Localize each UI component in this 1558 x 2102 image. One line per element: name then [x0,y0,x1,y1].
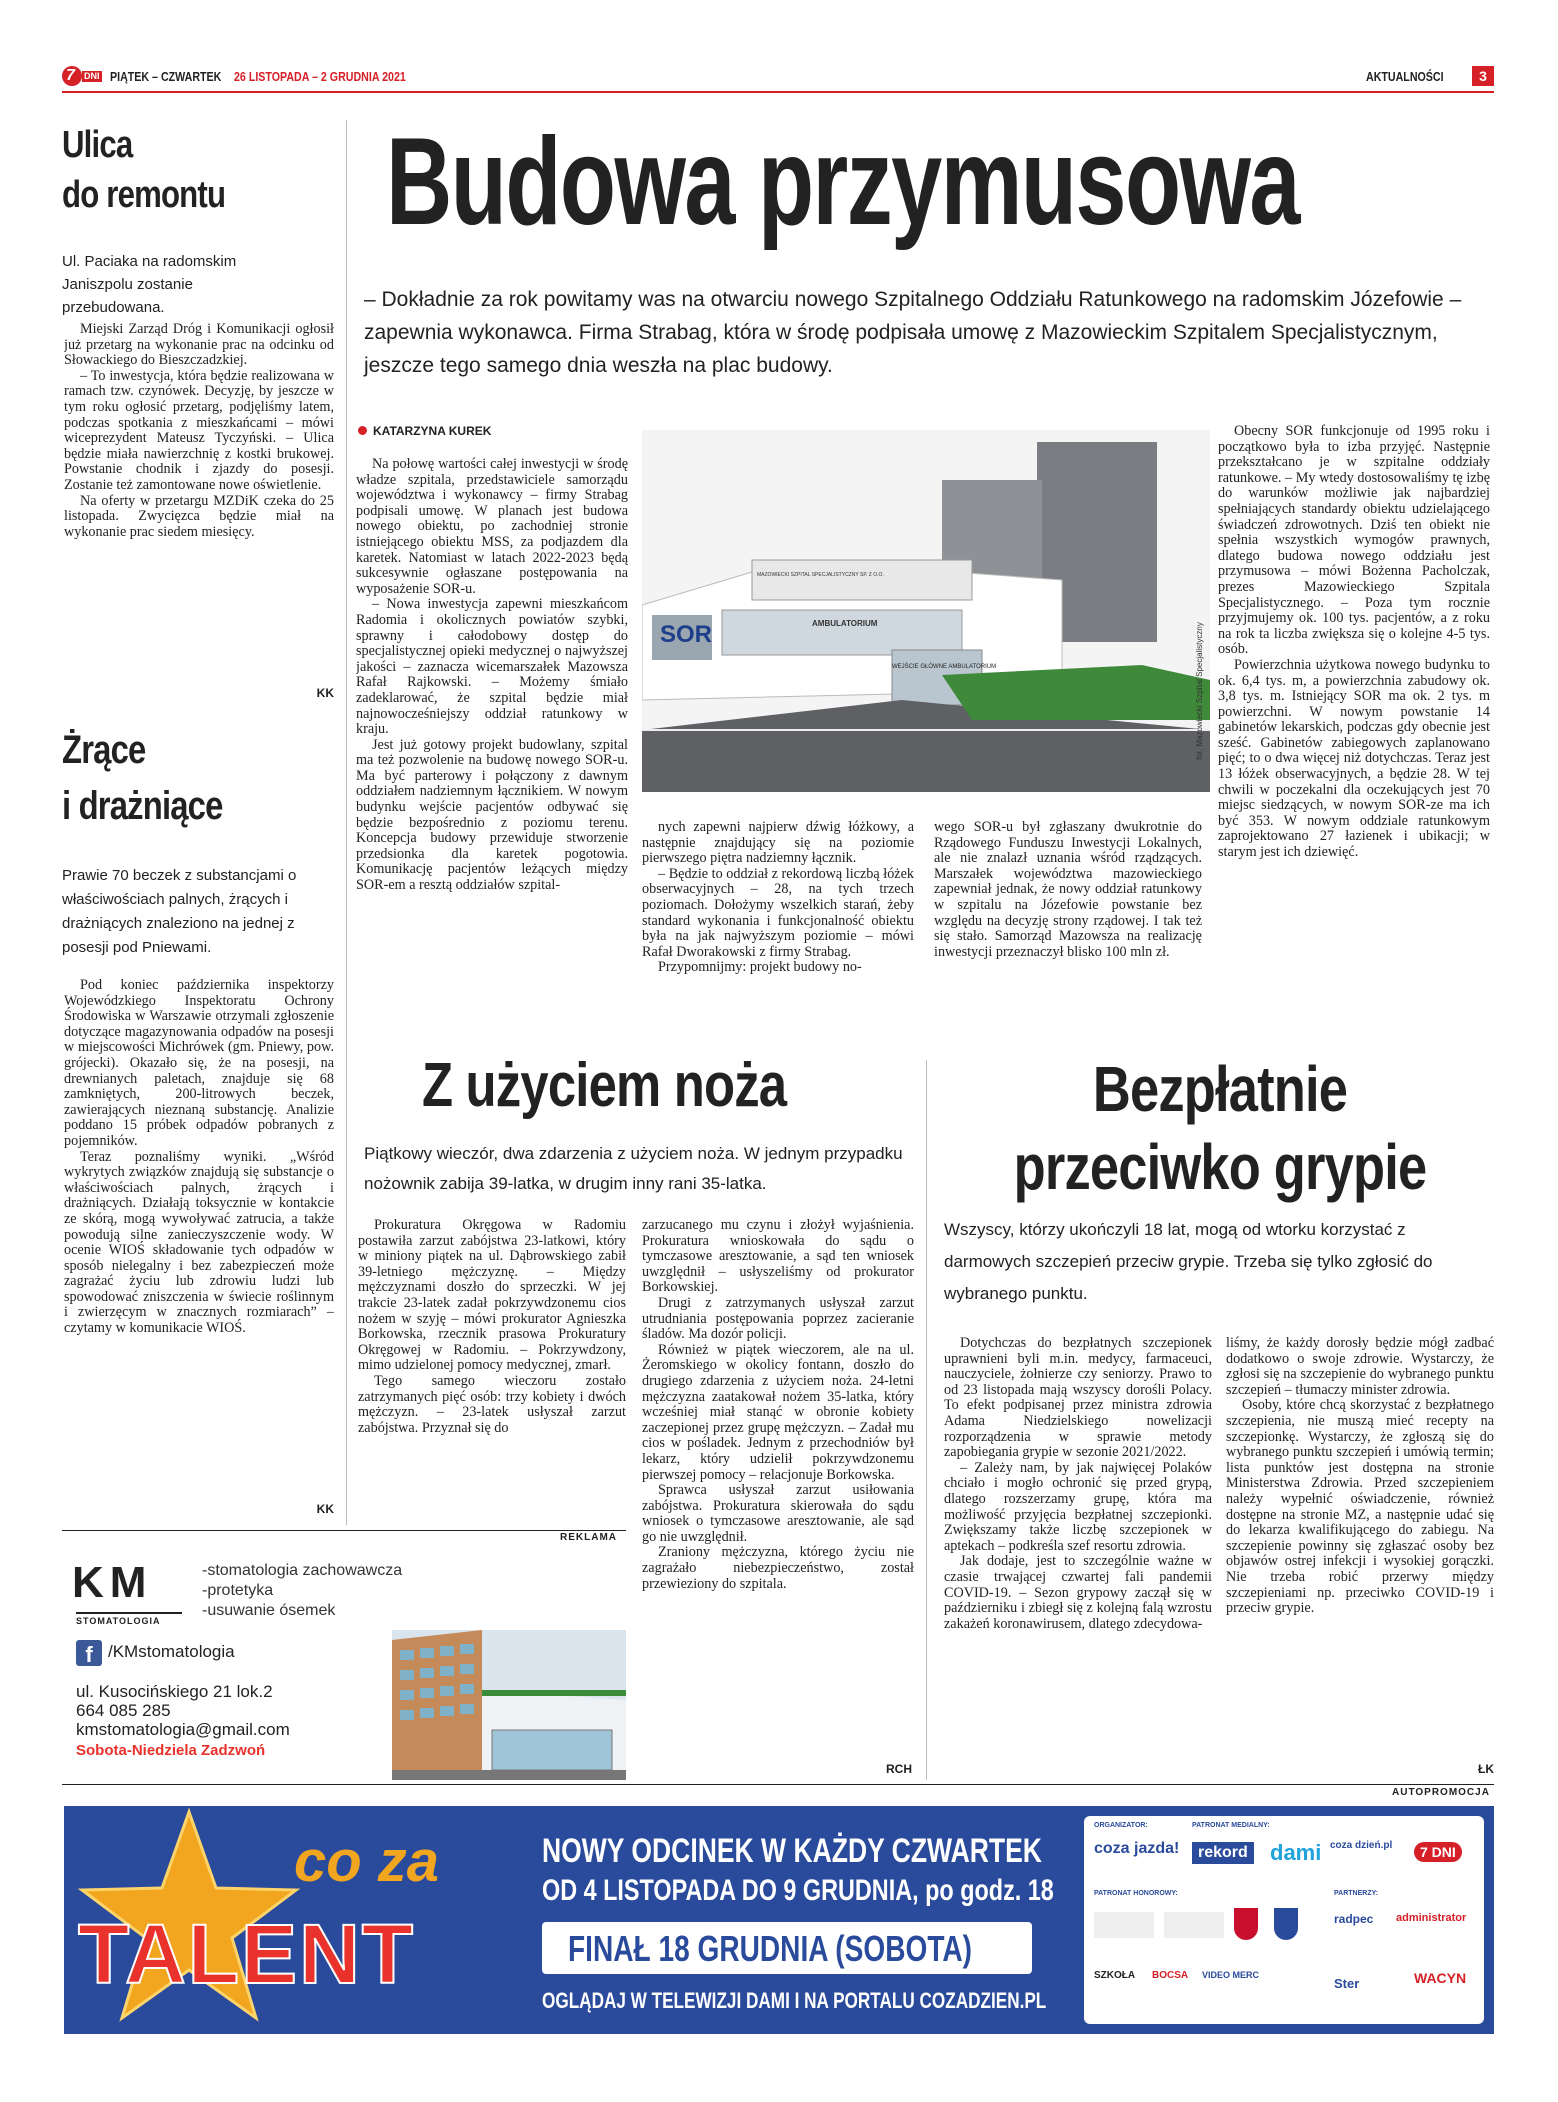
sponsor-logo-3: VIDEO MERC [1202,1970,1260,1980]
author-bullet [358,426,367,435]
sponsor-logo-2: BOCSA [1152,1970,1189,1981]
ad-talent-label: AUTOPROMOCJA [1392,1787,1490,1798]
ad-talent-rule [62,1784,1494,1785]
sponsor-logo-1: SZKOŁA [1094,1970,1136,1981]
partner-logo-administrator: administrator [1396,1912,1467,1924]
flu-article-title: Bezpłatnie przeciwko grypie [1013,1053,1427,1203]
honor-crest-icons [1094,1906,1324,1946]
km-service-2: -protetyka [202,1582,274,1599]
talent-final: FINAŁ 18 GRUDNIA (SOBOTA) [568,1928,973,1969]
knife-col-1: Prokuratura Okręgowa w Radomiu postawiła zarzut zabójstwa 23-latkowi, który w miniony piątek na ul. Dąbrowskiego zabił 39-letniego mężczyznę. – Między mężczyznami doszło do sprzeczki. W jej trakcie 23-latek zadał pokrzywdzonemu cios nożem w szyję – mówi prokurator Agnieszka Borkowska, rzecznik prasowa Prokuratury Okręgowej w Radomiu. – Pokrzywdzony, mimo udzielonej pomocy medycznej, zmarł. Tego samego wieczoru zostało zatrzymanych pięć osób: trzy kobiety i dwóch mężczyzn. – 23-latek usłyszał zarzut zabójstwa. Przyznał się do [358,1218,626,1436]
logo-text: DNI [84,71,100,81]
header-rule [62,91,1494,93]
media-logo-dami: dami [1270,1840,1322,1865]
image-credit: fot. Mazowiecki Szpital Specjalistyczny [1195,622,1204,760]
sign-sor: SOR [660,621,713,648]
knife-col-2: zarzucanego mu czynu i złożył wyjaśnienia. Prokuratura wnioskowała do sądu o tymczasowe aresztowanie, a sąd ten wniosek uwzględnił – usłyszeliśmy od prokurator Borkowskiej. Drugi z zatrzymanych usłyszał zarzut utrudniania postępowania poprzez zacieranie śladów. Ma dozór policji. Również w piątek wieczorem, ale na ul. Żeromskiego w okolicy fontann, doszło do drugiego zdarzenia z użyciem noża. 24-letni mężczyzna zaatakował nożem 35-latka, który wcześniej miał stanąć w obronie kobiety zaczepionej przez grupę mężczyzn. – Zadał mu cios w pośladek. Jednym z przechodniów był lekarz, który udzielił pokrzywdzonemu pierwszej pomocy – relacjonuje Borkowska. Sprawca usłyszał zarzut usiłowania zabójstwa. Prokuratura skierowała do sądu wniosek o tymczasowe aresztowanie, ale sąd go nie uwzględnił. Zraniony mężczyzna, którego życiu nie zagrażało niebezpieczeństwo, został przewieziony do szpitala. [642,1218,914,1592]
knife-signature: RCH [886,1762,912,1776]
talent-watch: OGLĄDAJ W TELEWIZJI DAMI I NA PORTALU COZADZIEN.PL [542,1988,1047,2013]
article-chemicals [62,722,334,1528]
left-column-divider [346,120,347,1525]
article-street-repair [62,120,334,710]
facebook-icon: f [76,1640,102,1666]
flu-signature: ŁK [1478,1762,1494,1776]
main-article-title: Budowa przymusowa [386,113,1299,251]
km-service-3: -usuwanie ósemek [202,1602,336,1619]
talent-logo-bottom: TALENT [78,1907,416,2001]
km-weekend: Sobota-Niedziela Zadzwoń [76,1742,266,1759]
km-logo-rule [76,1612,182,1614]
sponsors-panel [1084,1816,1484,2024]
clinic-building-photo [392,1630,626,1780]
km-address: ul. Kusocińskiego 21 lok.2 [76,1682,273,1701]
talent-line-1: NOWY ODCINEK W KAŻDY CZWARTEK [542,1832,1042,1870]
km-email[interactable]: kmstomatologia@gmail.com [76,1720,290,1739]
main-col-3: wego SOR-u był zgłaszany dwukrotnie do Rządowego Funduszu Inwestycji Lokalnych, ale nie znalazł uznania wśród rządzących. Marszałek województwa mazowieckiego zapewniał jednak, że nowy oddział ratunkowy w szpitalu na Józefowie powstanie bez względu na decyzję strony rządowej. I tak też się stało. Samorząd Mazowsza na realizację inwestycji przeznaczył blisko 100 mln zł. [934,820,1202,960]
ad-km-rule [62,1530,626,1531]
media-logo-rekord: rekord [1192,1842,1254,1864]
partners-label: PARTNERZY: [1334,1890,1379,1897]
km-logo-sub: STOMATOLOGIA [76,1616,161,1626]
sponsor-logo-4: Ster [1334,1976,1360,1991]
organizer-logo: coza jazda! [1094,1840,1180,1857]
sign-top: MAZOWIECKI SZPITAL SPECJALISTYCZNY SP. Z O.O. [757,572,884,578]
flu-article-lead: Wszyscy, którzy ukończyli 18 lat, mogą od wtorku korzystać z darmowych szczepień przeciw grypie. Trzeba się tylko zgłosić do wybranego punktu. [944,1220,1433,1303]
header-days: PIĄTEK – CZWARTEK [110,69,222,84]
sor-building-rendering [642,430,1210,792]
talent-line-2: OD 4 LISTOPADA DO 9 GRUDNIA, po godz. 18 [542,1874,1054,1907]
article-chemicals-signature: KK [316,1502,334,1516]
talent-logo-top: co za [294,1829,440,1894]
km-service-1: -stomatologia zachowawcza [202,1562,403,1579]
honor-label: PATRONAT HONOROWY: [1094,1890,1178,1897]
article-chemicals-title: Żrące i drażniące [62,728,223,828]
article-street-signature: KK [316,686,334,700]
article-street-lead: Ul. Paciaka na radomskim Janiszpolu zostanie przebudowana. [62,253,237,316]
sign-ambulatorium: AMBULATORIUM [812,619,878,628]
organizer-label: ORGANIZATOR: [1094,1822,1148,1829]
media-logo-cozadzien: coza dzień.pl [1330,1840,1393,1851]
logo-number: 7 [66,67,75,84]
article-street-body: Miejski Zarząd Dróg i Komunikacji ogłosił już przetarg na wykonanie prac na odcinku od Słowackiego do Bieszczadzkiej. – To inwestycja, która będzie realizowana w ramach tzw. czynówek. Decyzję, by jeszcze w tym roku ogłosić przetarg, podjęliśmy latem, podczas spotkania z mieszkańcami – mówi wiceprezydent Mateusz Tyczyński. – Ulica będzie miała nawierzchnię z kostki brukowej. Powstanie chodnik i zjazdy do posesji. Zostanie też zamontowane nowe oświetlenie. Na oferty w przetargu MZDiK czeka do 25 listopada. Zwycięzca będzie miał na wykonanie prac siedem miesięcy. [64,322,334,540]
header-dates: 26 LISTOPADA – 2 GRUDNIA 2021 [234,69,406,84]
partner-logo-radpec: radpec [1334,1912,1374,1926]
article-street-title: Ulica do remontu [62,124,226,216]
ad-km-label: REKLAMA [560,1532,617,1543]
main-col-2: nych zapewni najpierw dźwig łóżkowy, a następnie znajdujący się na poziomie pierwszego piętra nadziemny łącznik. – Będzie to oddział z rekordową liczbą łóżek obserwacyjnych – 28, na tych trzech poziomach. Dołożymy wszelkich starań, żeby standard wykonania i funkcjonalność obiektu była na jak najwyższym poziomie – mówi Rafał Dworakowski z firmy Strabag. Przypomnijmy: projekt budowy no- [642,820,914,976]
media-logo-7dni: 7 DNI [1414,1842,1462,1862]
ad-co-za-talent [64,1806,1494,2034]
article-chemicals-body: Pod koniec października inspektorzy Wojewódzkiego Inspektoratu Ochrony Środowiska w Warszawie otrzymali zgłoszenie dotyczące magazynowania odpadów na posesji w miejscowości Michrówek (gm. Pniewy, pow. grójecki). Okazało się, że na posesji, na drewnianych paletach, znajduje się 68 zamkniętych, 200-litrowych beczek, zawierających nieznaną substancję. Analizie poddano 15 próbek odpadów pobranych z pojemników. Teraz poznaliśmy wyniki. „Wśród wykrytych związków znajdują się substancje o właściwościach palnych, żrących i drażniących. Działają toksycznie w kontakcie ze skórą, mogą wywoływać zatrucia, a także powodują silne zanieczyszczenie wody. W ocenie WIOŚ składowanie tych odpadów w sposób nielegalny i bez zabezpieczeń może zagrażać życiu lub zdrowiu ludzi lub spowodować zniszczenia w świecie roślinnym i zwierzęcym w znacznych rozmiarach” – czytamy w komunikacie WIOŚ. [64,978,334,1337]
main-article-author: KATARZYNA KUREK [358,424,491,438]
km-phone: 664 085 285 [76,1701,171,1720]
sign-entrance: WEJŚCIE GŁÓWNE AMBULATORIUM [892,664,997,670]
sponsor-logo-5: WACYN [1414,1970,1467,1986]
km-facebook[interactable]: /KMstomatologia [108,1642,235,1661]
page-number: 3 [1472,66,1494,86]
seven-dni-logo [62,66,102,86]
ad-km-stomatologia [62,1550,626,1780]
main-col-4: Obecny SOR funkcjonuje od 1995 roku i początkowo była to izba przyjęć. Następnie przekształcano je w szpitalne oddziały ratunkowe. – My wtedy dostosowaliśmy tę izbę do warunków możliwie jak najbardziej spełniających standardy obiektu udzielającego świadczeń zdrowotnych. Dziś ten obiekt nie spełnia wszystkich wymogów prawnych, dlatego budowa nowego oddziału jest przymusowa – mówi Bożenna Pacholczak, prezes Mazowieckiego Szpitala Specjalistycznego. – Poza tym rocznie przyjmujemy ok. 100 tys. pacjentów, a z roku na rok ta liczba zwiększa się o kolejne 4-5 tys. osób. Powierzchnia użytkowa nowego budynku to ok. 6,4 tys. m, a powierzchnia zabudowy ok. 3,8 tys. m. Istniejący SOR ma ok. 2 tys. m powierzchni. W nowym powstanie 14 gabinetów lekarskich, podczas gdy obecnie jest sześć. Gabinetów zabiegowych zaplanowano pięć; to o dwa więcej niż dotychczas. Teraz jest 13 łóżek obserwacyjnych, a będzie 28. W tej chwili w poczekalni dla oczekujących jest 70 miejsc siedzących, w nowym SOR-ze ma ich być 353. W nowym oddziale ratunkowym zaprojektowano 27 łazienek i ubikacji; w starym jest ich dziewięć. [1218,424,1490,861]
flu-col-2: liśmy, że każdy dorosły będzie mógł zadbać dodatkowo o swoje zdrowie. Wystarczy, że zgłosi się na szczepienie do wybranego punktu szczepień – tłumaczy minister zdrowia. Osoby, które chcą skorzystać z bezpłatnego szczepienia, nie muszą mieć recepty na szczepionkę. Wystarczy, że zgłoszą się do wybranego punktu szczepień i umówią termin; lista punktów jest dostępna na stronie Ministerstwa Zdrowia. Przed szczepieniem należy wypełnić oświadczenie, również dostępne na stronie MZ, a następnie udać się do lekarza kwalifikującego do zabiegu. Na szczepienie powinny się zgłaszać osoby bez objawów ostrej infekcji i wysokiej gorączki. Nie trzeba robić przerwy między szczepieniami np. przeciwko COVID-19 i przeciw grypie. [1226,1336,1494,1617]
header-section: AKTUALNOŚCI [1366,69,1444,84]
km-logo: KM [72,1558,153,1607]
main-article-lead: – Dokładnie za rok powitamy was na otwarciu nowego Szpitalnego Oddziału Ratunkowego na radomskim Józefowie – zapewnia wykonawca. Firma Strabag, która w środę podpisała umowę z Mazowieckim Szpitalem Specjalistycznym, jeszcze tego samego dnia weszła na plac budowy. [364,288,1462,377]
page-header [62,66,1494,90]
article-chemicals-lead: Prawie 70 beczek z substancjami o właściwościach palnych, żrących i drażniących znaleziono na jednej z posesji pod Pniewami. [62,867,297,956]
main-col-1: Na połowę wartości całej inwestycji w środę władze szpitala, przedstawiciele samorządu województwa i wykonawcy – firmy Strabag podpisali umowę. W planach jest budowa nowego obiektu, po zachodniej stronie istniejącego obiektu MSS, za podjazdem dla karetek. Natomiast w latach 2022-2023 będą sukcesywnie ogłaszane postępowania na wyposażenie SOR-u. – Nowa inwestycja zapewni mieszkańcom Radomia i okolicznych powiatów szybki, sprawny i całodobowy dostęp do specjalistycznej opieki medycznej o najwyższej jakości – zaznacza wicemarszałek Mazowsza Rafał Rajkowski. – Możemy śmiało zadeklarować, że szpital będzie miał najnowocześniejszy oddział ratunkowy w kraju. Jest już gotowy projekt budowlany, szpital ma też pozwolenie na budowę nowego SOR-u. Ma być parterowy i połączony z dawnym oddziałem nadziemnym łącznikiem. W nowym budynku wejście pacjentów odbywać się będzie bezpośrednio z poziomu terenu. Koncepcja budowy przewiduje stworzenie przedsionka dla karetek pogotowia. Komunikację pacjentów leżących między SOR-em a resztą oddziałów szpital- [356,457,628,894]
knife-article-title: Z użyciem noża [422,1051,787,1120]
knife-article-lead: Piątkowy wieczór, dwa zdarzenia z użyciem noża. W jednym przypadku nożownik zabija 39-latka, w drugim inny rani 35-latka. [364,1144,903,1193]
media-label: PATRONAT MEDIALNY: [1192,1822,1270,1829]
rendering-svg [642,430,1210,792]
flu-col-1: Dotychczas do bezpłatnych szczepionek uprawnieni byli m.in. medycy, farmaceuci, nauczyciele, żołnierze czy seniorzy. Prawo to od 23 listopada mają wszyscy dorośli Polacy. To efekt podpisanej przez ministra zdrowia Adama Niedzielskiego nowelizacji rozporządzenia w sprawie metody zapobiegania grypie w sezonie 2021/2022. – Zależy nam, by jak najwięcej Polaków chciało i mogło ochronić się przed grypą, dlatego rozszerzamy grupę, która ma możliwość przyjęcia bezpłatnej szczepionki. Zwiększamy także liczbę szczepionek w aptekach – podkreśla szef resortu zdrowia. Jak dodaje, jest to szczególnie ważne w czasie trwającej czwartej fali pandemii COVID-19. – Sezon grypowy zaczął się w październiku i zbiegł się z kolejną falą wzrostu zakażeń koronawirusem, dlatego zdecydowa- [944,1336,1212,1632]
